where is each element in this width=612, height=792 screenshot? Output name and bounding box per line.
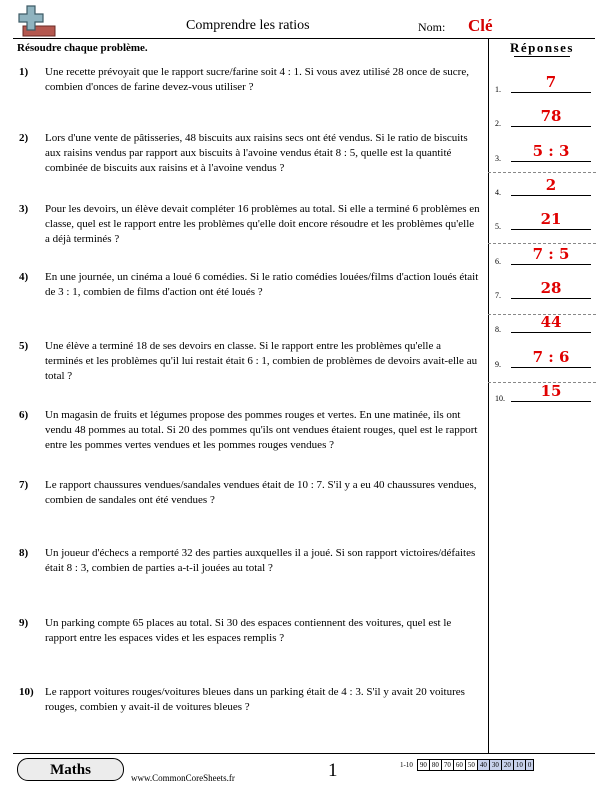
answer-number: 6. [495, 257, 501, 266]
answers-title-underline [514, 56, 570, 57]
answer-line [511, 92, 591, 93]
question-text: Un joueur d'échecs a remporté 32 des parties auxquelles il a joué. Si son rapport victoires/défaites était 8 : 3, combien de parties a-t-il jouées au total ? [45, 547, 476, 574]
name-label: Nom: [418, 20, 446, 34]
answer-8 [495, 313, 593, 333]
answer-value: 21 [540, 210, 562, 228]
worksheet-title: Comprendre les ratios [186, 18, 310, 33]
score-table [398, 759, 534, 771]
question-text: Un magasin de fruits et légumes propose des pommes rouges et vertes. En une matinée, ils ont vendu 48 pommes au total. Si 20 des pommes qu'ils ont vendues étaient rouges, quel est le rapport entre les pommes vertes vendues et les pommes rouges vendues ? [45, 409, 478, 451]
answer-line [511, 126, 591, 127]
question-number: 2) [19, 132, 29, 144]
answer-10 [495, 382, 593, 402]
answer-number: 1. [495, 85, 501, 94]
score-cell: 10 [513, 760, 525, 771]
answer-value: 2 [545, 176, 557, 194]
score-cell: 40 [477, 760, 489, 771]
page-number: 1 [328, 760, 338, 781]
website-link[interactable]: www.CommonCoreSheets.fr [131, 773, 235, 783]
score-cell: 30 [489, 760, 501, 771]
question-number: 10) [19, 686, 34, 698]
answer-number: 9. [495, 360, 501, 369]
score-cell: 80 [429, 760, 441, 771]
answer-value: 7 [545, 73, 557, 91]
answer-7 [495, 279, 593, 299]
question-number: 6) [19, 409, 29, 421]
answer-key-label: Clé [468, 16, 493, 35]
answer-number: 7. [495, 291, 501, 300]
question-number: 9) [19, 617, 29, 629]
answers-title: Réponses [509, 40, 574, 55]
answer-4 [495, 176, 593, 196]
subject-badge: Maths [17, 758, 124, 781]
score-range-label: 1-10 [400, 761, 413, 769]
answer-9 [495, 348, 593, 368]
question-text: Lors d'une vente de pâtisseries, 48 biscuits aux raisins secs ont été vendus. Si le ratio de biscuits aux raisins vendus par rapport aux biscuits à l'avoine vendus était 8 : 5, quelle est la quantité combinée de biscuits aux raisins et à l'avoine vendus ? [45, 132, 468, 174]
footer-divider [13, 753, 595, 754]
score-cell: 60 [453, 760, 465, 771]
question-text: Le rapport chaussures vendues/sandales vendues était de 10 : 7. S'il y a eu 40 chaussures vendues, combien de sandales ont été vendues ? [45, 479, 477, 506]
question-text: Pour les devoirs, un élève devait compléter 16 problèmes au total. Si elle a terminé 6 problèmes en classe, quel est le rapport entre les problèmes qu'elle doit encore résoudre et les problèmes qu'elle a déjà terminés ? [45, 203, 480, 245]
instructions: Résoudre chaque problème. [17, 42, 148, 54]
answer-value: 28 [540, 279, 562, 297]
question-text: Le rapport voitures rouges/voitures bleues dans un parking était de 4 : 3. S'il y avait 20 voitures rouges, combien y avait-il de voitures bleues ? [45, 686, 465, 713]
question-number: 8) [19, 547, 29, 559]
answer-line [511, 161, 591, 162]
question-text: Un parking compte 65 places au total. Si 30 des espaces contiennent des voitures, quel est le rapport entre les espaces vides et les espaces remplis ? [45, 617, 452, 644]
answer-number: 2. [495, 119, 501, 128]
question-text: Une recette prévoyait que le rapport sucre/farine soit 4 : 1. Si vous avez utilisé 28 once de sucre, combien d'onces de farine devez-vous utiliser ? [45, 66, 469, 93]
score-cell: 20 [501, 760, 513, 771]
answer-5 [495, 210, 593, 230]
answer-line [511, 264, 591, 265]
answer-value: 78 [540, 107, 562, 125]
answer-line [511, 229, 591, 230]
answer-value: 44 [540, 313, 562, 331]
commoncoresheets-logo-icon [17, 4, 57, 40]
score-cell: 0 [525, 760, 534, 771]
answer-line [511, 195, 591, 196]
question-text: Une élève a terminé 18 de ses devoirs en classe. Si le rapport entre les problèmes qu'elle a terminés et les problèmes qu'il lui restait était 6 : 1, combien de problèmes de devoirs avait-elle au total ? [45, 340, 478, 382]
question-number: 1) [19, 66, 29, 78]
answer-number: 8. [495, 325, 501, 334]
answer-number: 4. [495, 188, 501, 197]
score-cell: 70 [441, 760, 453, 771]
answer-line [511, 401, 591, 402]
question-number: 4) [19, 271, 29, 283]
answer-2 [495, 107, 593, 127]
score-cell: 90 [417, 760, 429, 771]
question-number: 3) [19, 203, 29, 215]
score-cell: 50 [465, 760, 477, 771]
answer-value: 7 : 6 [532, 348, 570, 366]
answer-line [511, 298, 591, 299]
answer-number: 10. [495, 394, 505, 403]
answer-separator [488, 172, 596, 173]
question-number: 5) [19, 340, 29, 352]
answer-value: 15 [540, 382, 562, 400]
answer-number: 5. [495, 222, 501, 231]
question-text: En une journée, un cinéma a loué 6 comédies. Si le ratio comédies louées/films d'action loués était de 3 : 1, combien de films d'action ont été loués ? [45, 271, 479, 298]
question-number: 7) [19, 479, 29, 491]
answer-value: 7 : 5 [532, 245, 570, 263]
answer-3 [495, 142, 593, 162]
answer-number: 3. [495, 154, 501, 163]
answer-line [511, 367, 591, 368]
answer-1 [495, 73, 593, 93]
answer-value: 5 : 3 [532, 142, 570, 160]
answer-6 [495, 245, 593, 265]
answer-separator [488, 243, 596, 244]
answer-line [511, 332, 591, 333]
